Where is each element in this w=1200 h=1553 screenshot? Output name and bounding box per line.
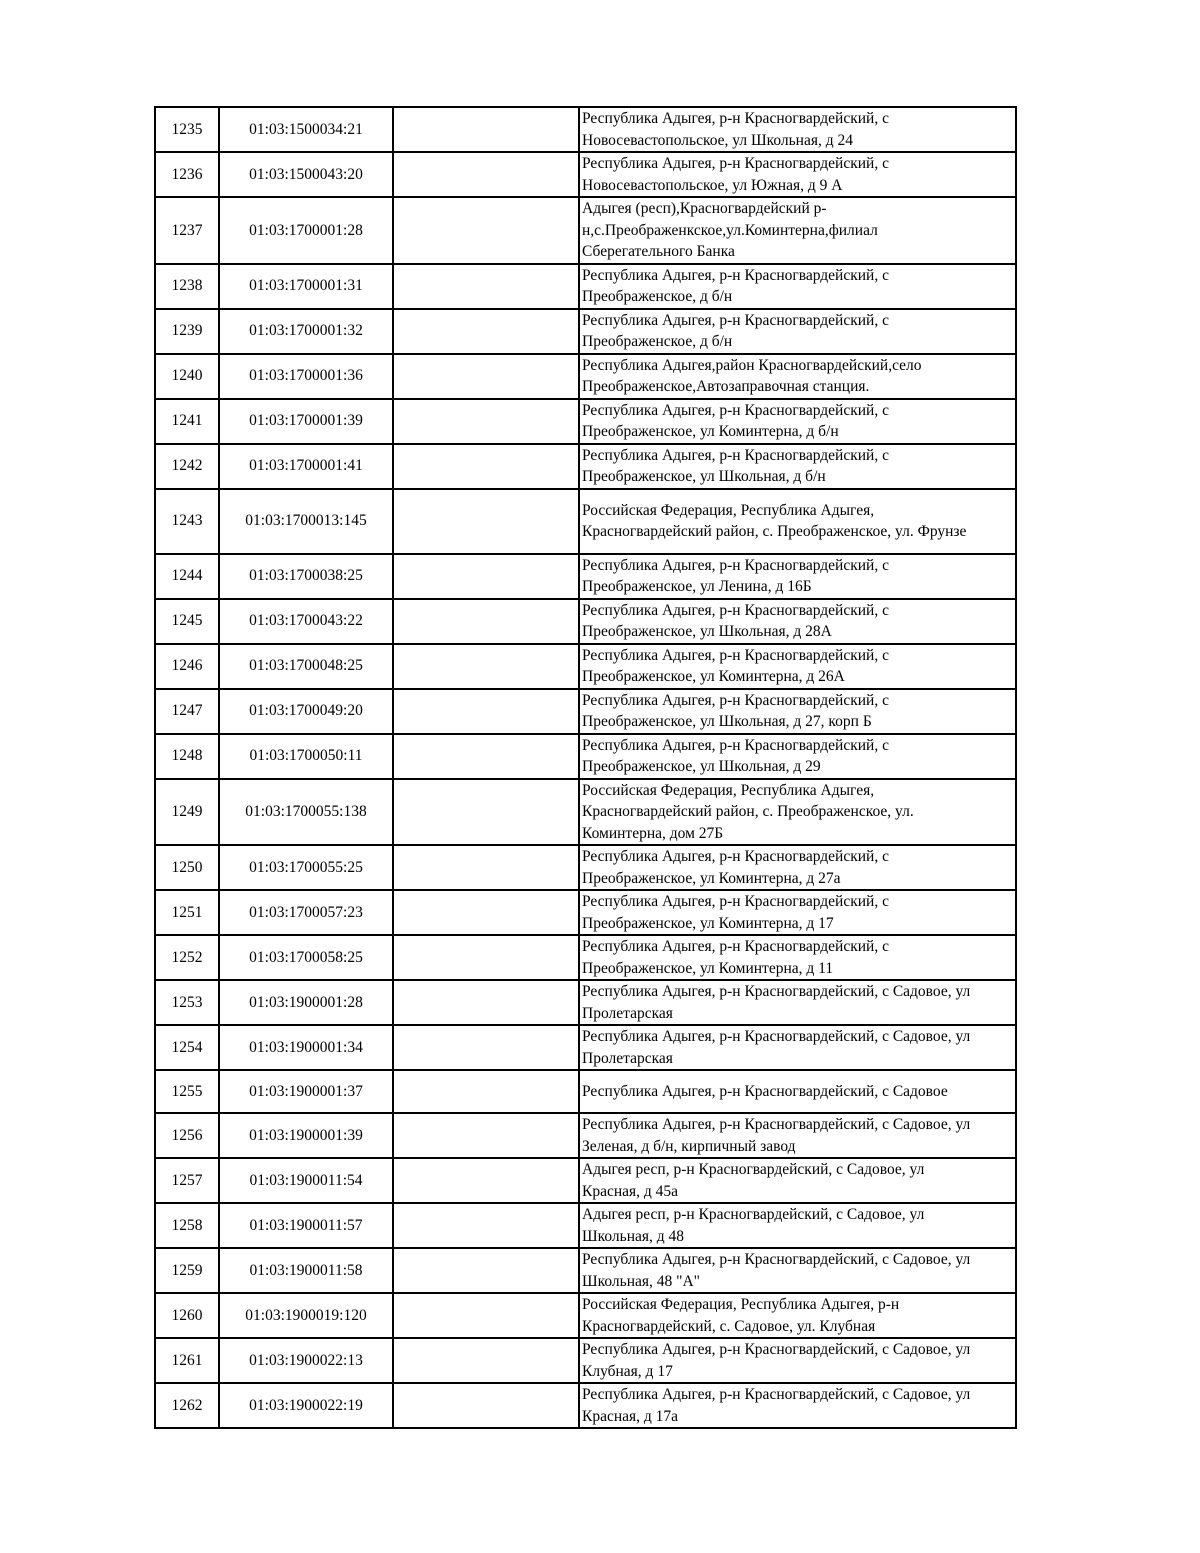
cadastral-number-cell: 01:03:1700048:25 — [219, 644, 393, 689]
table-row — [155, 644, 1016, 689]
cadastral-number-cell: 01:03:1700049:20 — [219, 689, 393, 734]
table-row — [155, 980, 1016, 1025]
blank-cell — [393, 399, 579, 444]
cadastral-number-cell: 01:03:1700001:28 — [219, 197, 393, 264]
table-row — [155, 354, 1016, 399]
blank-cell — [393, 599, 579, 644]
blank-cell — [393, 1293, 579, 1338]
row-number-cell: 1260 — [155, 1293, 219, 1338]
table-row — [155, 1293, 1016, 1338]
table-row — [155, 689, 1016, 734]
row-number-cell: 1251 — [155, 890, 219, 935]
address-cell: Республика Адыгея, р-н Красногвардейский, с Преображенское, ул Коминтерна, д 11 — [579, 935, 1016, 980]
row-number-cell: 1261 — [155, 1338, 219, 1383]
table-row — [155, 599, 1016, 644]
blank-cell — [393, 1070, 579, 1113]
address-cell: Республика Адыгея, р-н Красногвардейский, с Преображенское, ул Школьная, д 27, корп Б — [579, 689, 1016, 734]
blank-cell — [393, 554, 579, 599]
table-row — [155, 1025, 1016, 1070]
row-number-cell: 1257 — [155, 1158, 219, 1203]
cadastral-number-cell: 01:03:1700001:32 — [219, 309, 393, 354]
table-row — [155, 554, 1016, 599]
address-cell: Республика Адыгея, р-н Красногвардейский, с Садовое, ул Школьная, 48 "А" — [579, 1248, 1016, 1293]
cadastral-number-cell: 01:03:1700038:25 — [219, 554, 393, 599]
row-number-cell: 1246 — [155, 644, 219, 689]
address-cell: Республика Адыгея, р-н Красногвардейский, с Садовое, ул Красная, д 17а — [579, 1383, 1016, 1428]
table-row — [155, 264, 1016, 309]
cadastral-number-cell: 01:03:1700001:39 — [219, 399, 393, 444]
table-row — [155, 197, 1016, 264]
table-row — [155, 152, 1016, 197]
blank-cell — [393, 107, 579, 152]
table-row — [155, 1248, 1016, 1293]
address-cell: Республика Адыгея, р-н Красногвардейский, с Садовое, ул Зеленая, д б/н, кирпичный завод — [579, 1113, 1016, 1158]
address-cell: Республика Адыгея, р-н Красногвардейский, с Преображенское, ул Школьная, д 29 — [579, 734, 1016, 779]
blank-cell — [393, 1383, 579, 1428]
blank-cell — [393, 1113, 579, 1158]
table-row — [155, 489, 1016, 554]
blank-cell — [393, 890, 579, 935]
address-cell: Адыгея респ, р-н Красногвардейский, с Садовое, ул Красная, д 45а — [579, 1158, 1016, 1203]
row-number-cell: 1258 — [155, 1203, 219, 1248]
address-cell: Адыгея респ, р-н Красногвардейский, с Садовое, ул Школьная, д 48 — [579, 1203, 1016, 1248]
address-cell: Республика Адыгея, р-н Красногвардейский, с Садовое, ул Клубная, д 17 — [579, 1338, 1016, 1383]
row-number-cell: 1253 — [155, 980, 219, 1025]
cadastral-number-cell: 01:03:1900019:120 — [219, 1293, 393, 1338]
blank-cell — [393, 309, 579, 354]
blank-cell — [393, 197, 579, 264]
cadastral-number-cell: 01:03:1700001:41 — [219, 444, 393, 489]
address-cell: Республика Адыгея, р-н Красногвардейский, с Преображенское, ул Школьная, д б/н — [579, 444, 1016, 489]
row-number-cell: 1239 — [155, 309, 219, 354]
blank-cell — [393, 689, 579, 734]
cadastral-number-cell: 01:03:1900022:19 — [219, 1383, 393, 1428]
cadastral-number-cell: 01:03:1700050:11 — [219, 734, 393, 779]
blank-cell — [393, 935, 579, 980]
table-row — [155, 1338, 1016, 1383]
address-cell: Республика Адыгея, р-н Красногвардейский, с Новосевастопольское, ул Южная, д 9 А — [579, 152, 1016, 197]
cadastral-number-cell: 01:03:1900011:54 — [219, 1158, 393, 1203]
table-row — [155, 1203, 1016, 1248]
address-cell: Российская Федерация, Республика Адыгея, р-н Красногвардейский, с. Садовое, ул. Клубная — [579, 1293, 1016, 1338]
table-row — [155, 1070, 1016, 1113]
blank-cell — [393, 1338, 579, 1383]
blank-cell — [393, 354, 579, 399]
row-number-cell: 1254 — [155, 1025, 219, 1070]
row-number-cell: 1238 — [155, 264, 219, 309]
address-cell: Республика Адыгея, р-н Красногвардейский, с Новосевастопольское, ул Школьная, д 24 — [579, 107, 1016, 152]
address-cell: Республика Адыгея, р-н Красногвардейский, с Преображенское, ул Коминтерна, д 17 — [579, 890, 1016, 935]
blank-cell — [393, 734, 579, 779]
blank-cell — [393, 264, 579, 309]
table-row — [155, 444, 1016, 489]
cadastral-number-cell: 01:03:1700055:25 — [219, 845, 393, 890]
table-row — [155, 845, 1016, 890]
address-cell: Республика Адыгея,район Красногвардейский,село Преображенское,Автозаправочная станция. — [579, 354, 1016, 399]
table-row — [155, 399, 1016, 444]
blank-cell — [393, 779, 579, 846]
row-number-cell: 1247 — [155, 689, 219, 734]
blank-cell — [393, 644, 579, 689]
address-cell: Республика Адыгея, р-н Красногвардейский, с Садовое, ул Пролетарская — [579, 1025, 1016, 1070]
row-number-cell: 1243 — [155, 489, 219, 554]
blank-cell — [393, 444, 579, 489]
address-cell: Российская Федерация, Республика Адыгея, Красногвардейский район, с. Преображенское, ул. Фрунзе — [579, 489, 1016, 554]
address-cell: Российская Федерация, Республика Адыгея, Красногвардейский район, с. Преображенское, ул. Коминтерна, дом 27Б — [579, 779, 1016, 846]
address-cell: Республика Адыгея, р-н Красногвардейский, с Преображенское, д б/н — [579, 309, 1016, 354]
cadastral-number-cell: 01:03:1700013:145 — [219, 489, 393, 554]
cadastral-number-cell: 01:03:1700001:31 — [219, 264, 393, 309]
address-cell: Республика Адыгея, р-н Красногвардейский, с Преображенское, ул Коминтерна, д 27а — [579, 845, 1016, 890]
row-number-cell: 1237 — [155, 197, 219, 264]
blank-cell — [393, 1158, 579, 1203]
cadastral-number-cell: 01:03:1900011:58 — [219, 1248, 393, 1293]
row-number-cell: 1245 — [155, 599, 219, 644]
cadastral-number-cell: 01:03:1700057:23 — [219, 890, 393, 935]
table-row — [155, 1158, 1016, 1203]
address-cell: Республика Адыгея, р-н Красногвардейский, с Преображенское, д б/н — [579, 264, 1016, 309]
cadastral-number-cell: 01:03:1900011:57 — [219, 1203, 393, 1248]
row-number-cell: 1252 — [155, 935, 219, 980]
row-number-cell: 1259 — [155, 1248, 219, 1293]
table-row — [155, 779, 1016, 846]
registry-table — [154, 106, 1017, 1429]
cadastral-number-cell: 01:03:1500034:21 — [219, 107, 393, 152]
address-cell: Республика Адыгея, р-н Красногвардейский, с Преображенское, ул Ленина, д 16Б — [579, 554, 1016, 599]
row-number-cell: 1236 — [155, 152, 219, 197]
row-number-cell: 1242 — [155, 444, 219, 489]
cadastral-number-cell: 01:03:1900001:28 — [219, 980, 393, 1025]
row-number-cell: 1241 — [155, 399, 219, 444]
table-row — [155, 107, 1016, 152]
cadastral-number-cell: 01:03:1900001:34 — [219, 1025, 393, 1070]
row-number-cell: 1262 — [155, 1383, 219, 1428]
row-number-cell: 1248 — [155, 734, 219, 779]
table-row — [155, 309, 1016, 354]
table-row — [155, 935, 1016, 980]
blank-cell — [393, 489, 579, 554]
blank-cell — [393, 845, 579, 890]
cadastral-number-cell: 01:03:1500043:20 — [219, 152, 393, 197]
address-cell: Адыгея (респ),Красногвардейский р- н,с.Преображенкское,ул.Коминтерна,филиал Сберегательного Банка — [579, 197, 1016, 264]
cadastral-number-cell: 01:03:1900001:37 — [219, 1070, 393, 1113]
registry-table-body — [155, 107, 1016, 1428]
cadastral-number-cell: 01:03:1900001:39 — [219, 1113, 393, 1158]
table-row — [155, 890, 1016, 935]
row-number-cell: 1240 — [155, 354, 219, 399]
address-cell: Республика Адыгея, р-н Красногвардейский, с Преображенское, ул Коминтерна, д 26А — [579, 644, 1016, 689]
address-cell: Республика Адыгея, р-н Красногвардейский, с Преображенское, ул Школьная, д 28А — [579, 599, 1016, 644]
blank-cell — [393, 152, 579, 197]
row-number-cell: 1256 — [155, 1113, 219, 1158]
row-number-cell: 1249 — [155, 779, 219, 846]
row-number-cell: 1255 — [155, 1070, 219, 1113]
address-cell: Республика Адыгея, р-н Красногвардейский, с Садовое, ул Пролетарская — [579, 980, 1016, 1025]
table-row — [155, 1383, 1016, 1428]
cadastral-number-cell: 01:03:1700001:36 — [219, 354, 393, 399]
row-number-cell: 1250 — [155, 845, 219, 890]
row-number-cell: 1244 — [155, 554, 219, 599]
cadastral-number-cell: 01:03:1700058:25 — [219, 935, 393, 980]
address-cell: Республика Адыгея, р-н Красногвардейский, с Преображенское, ул Коминтерна, д б/н — [579, 399, 1016, 444]
cadastral-number-cell: 01:03:1900022:13 — [219, 1338, 393, 1383]
row-number-cell: 1235 — [155, 107, 219, 152]
blank-cell — [393, 1203, 579, 1248]
blank-cell — [393, 1248, 579, 1293]
blank-cell — [393, 1025, 579, 1070]
blank-cell — [393, 980, 579, 1025]
cadastral-number-cell: 01:03:1700043:22 — [219, 599, 393, 644]
table-row — [155, 734, 1016, 779]
table-row — [155, 1113, 1016, 1158]
cadastral-number-cell: 01:03:1700055:138 — [219, 779, 393, 846]
address-cell: Республика Адыгея, р-н Красногвардейский, с Садовое — [579, 1070, 1016, 1113]
